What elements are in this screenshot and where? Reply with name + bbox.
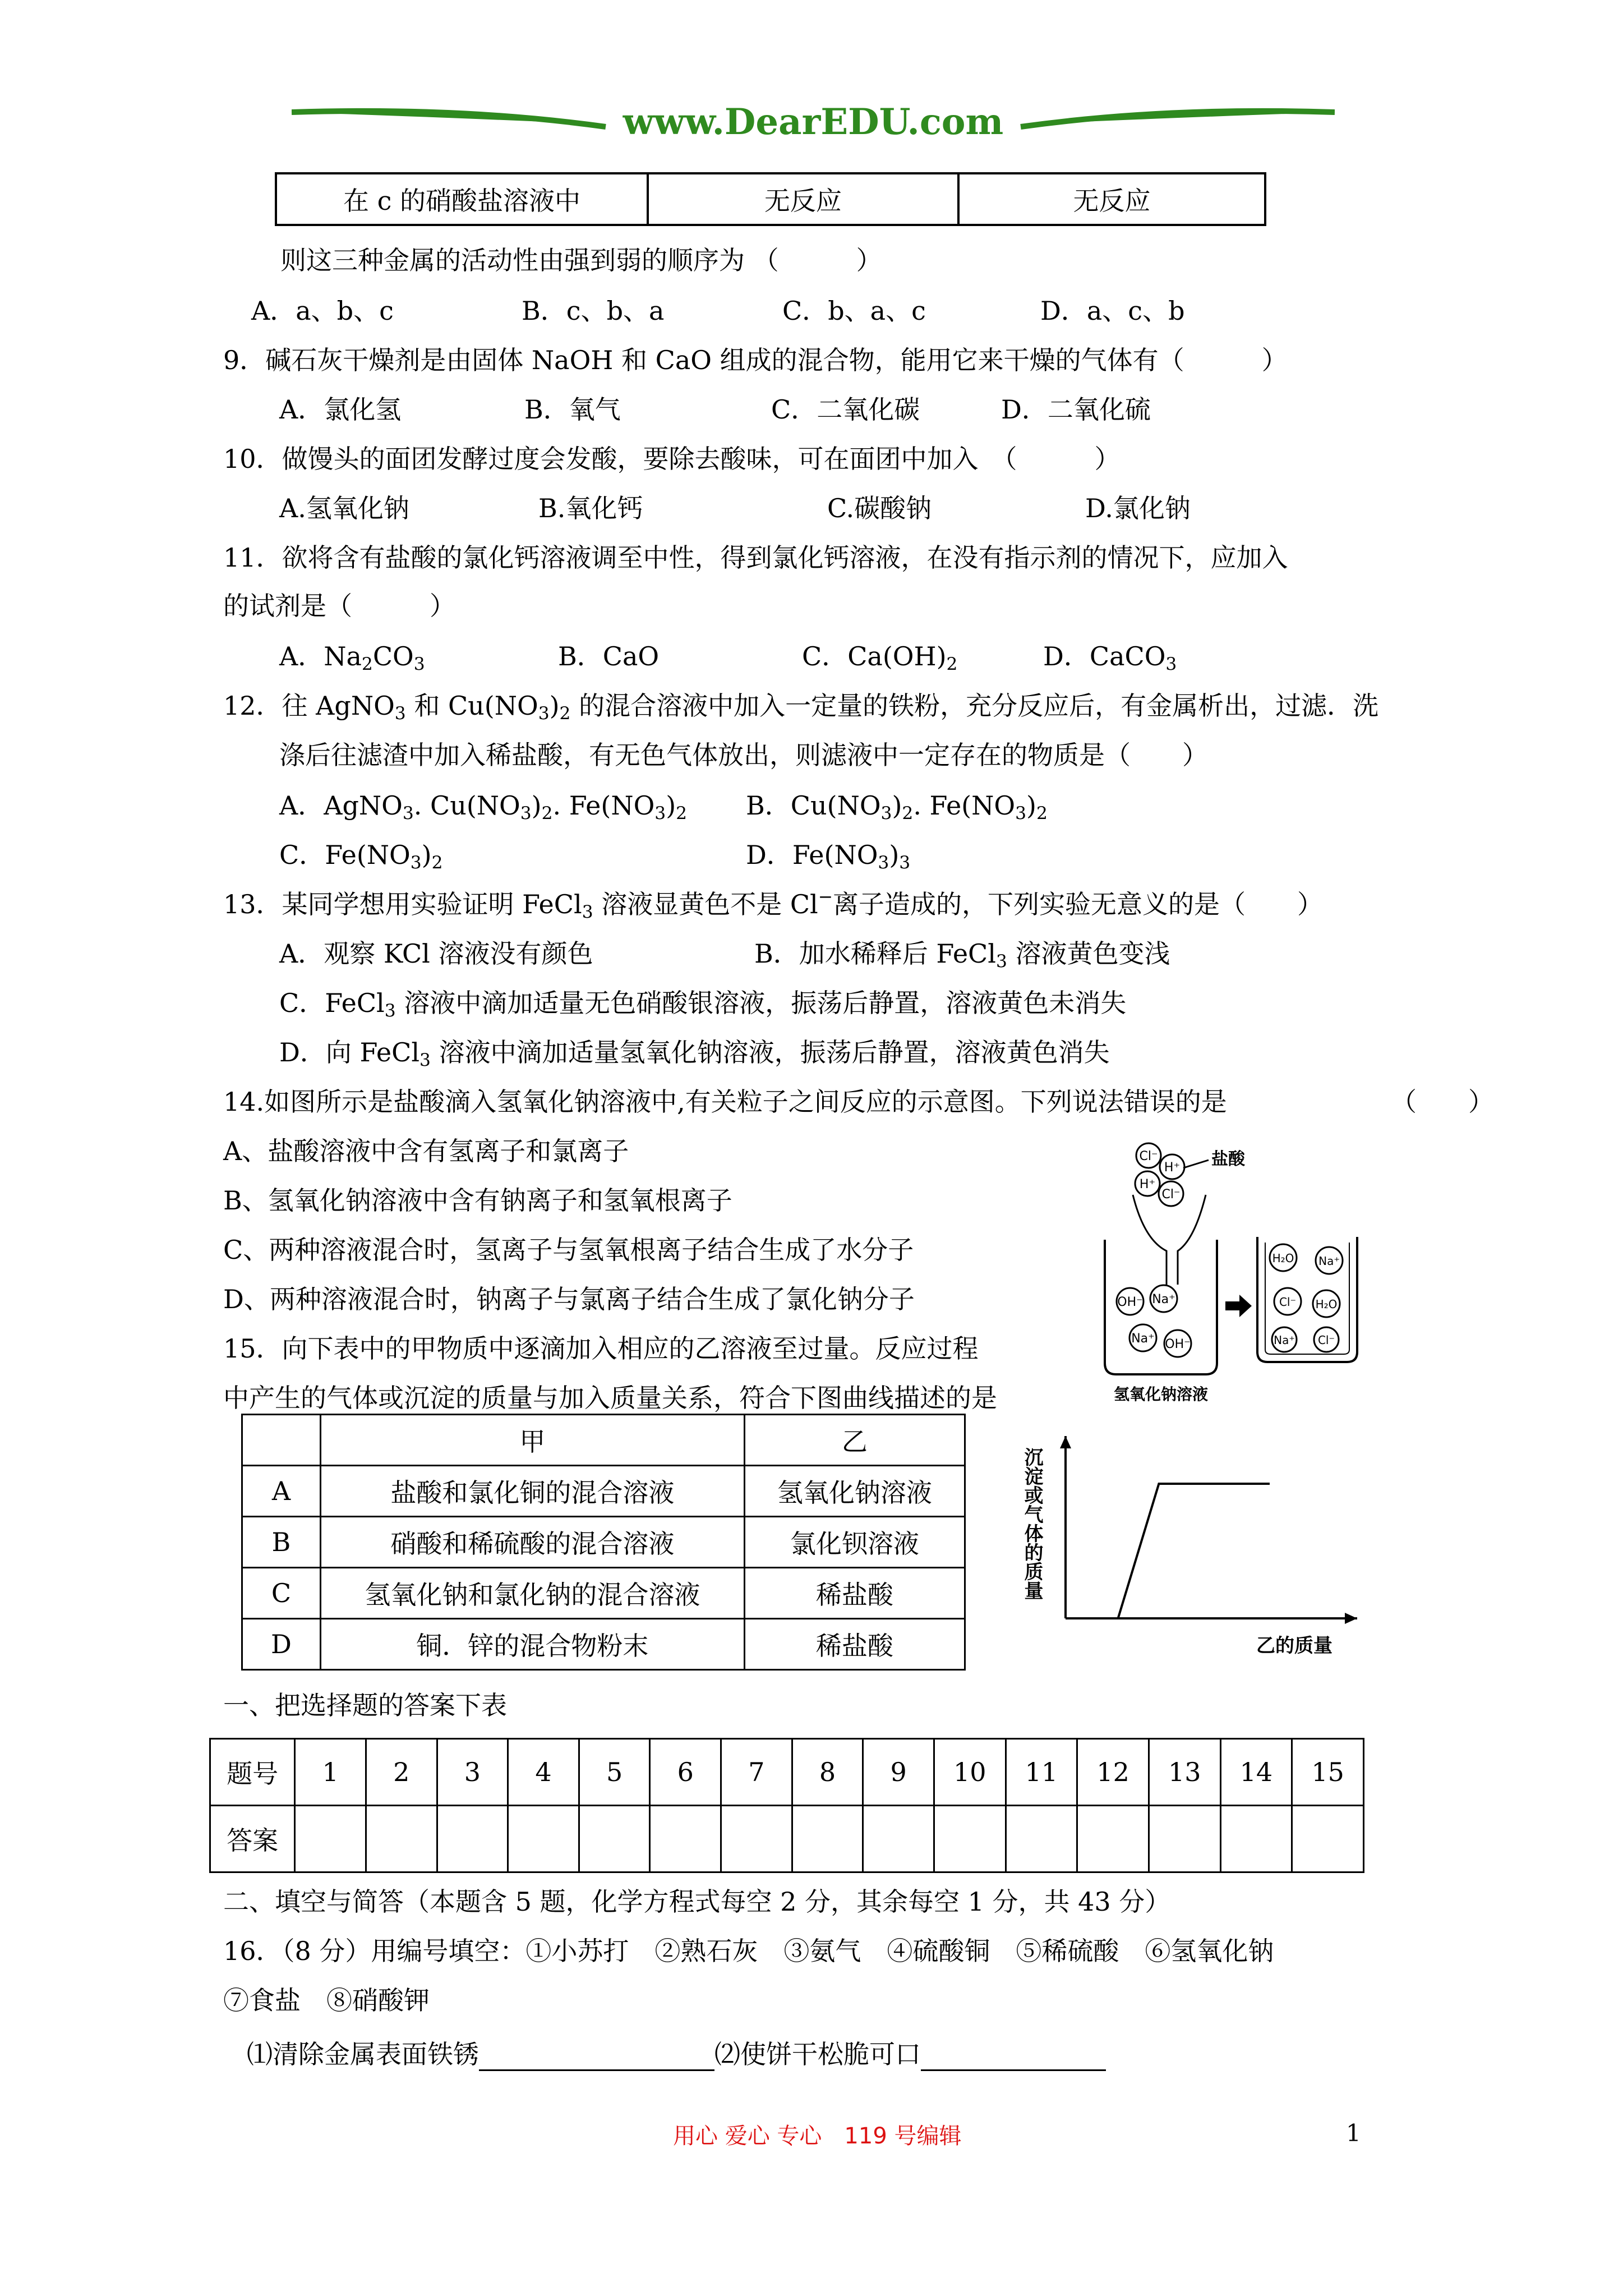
table-cell: 氢氧化钠和氯化钠的混合溶液 [320, 1568, 744, 1619]
table-cell: 盐酸和氯化铜的混合溶液 [320, 1466, 744, 1517]
base-ion [1117, 1288, 1144, 1315]
answer-cell[interactable] [579, 1806, 650, 1872]
q16-stem-line1: 16．（8 分）用编号填空：①小苏打 ②熟石灰 ③氨气 ④硫酸铜 ⑤稀硫酸 ⑥氢氧化钠 [223, 1936, 1274, 1966]
table-cell: 氯化钡溶液 [744, 1517, 965, 1568]
q15-stem-line2: 中产生的气体或沉淀的质量与加入质量关系，符合下图曲线描述的是 [223, 1383, 997, 1413]
dropper-right-wall [1178, 1195, 1206, 1285]
answer-cell[interactable] [508, 1806, 579, 1872]
q11-stem-line1: 11．欲将含有盐酸的氯化钙溶液调至中性，得到氯化钙溶液，在没有指示剂的情况下，应加入 [223, 542, 1288, 573]
reaction-arrow [1225, 1295, 1252, 1317]
base-ion [1129, 1324, 1156, 1351]
x-axis-arrow [1345, 1613, 1357, 1624]
svg-text:Cl⁻: Cl⁻ [1139, 1149, 1158, 1163]
q8-stem: 则这三种金属的活动性由强到弱的顺序为 （ ） [280, 245, 882, 275]
question-number-cell: 7 [721, 1739, 792, 1806]
q14-bracket: （ ） [1391, 1087, 1494, 1117]
acid-label-pointer [1183, 1160, 1209, 1168]
q11-option-c: C．$Ca(OH)_2$ [802, 641, 958, 674]
table-cell [242, 1415, 321, 1466]
acid-ion [1136, 1143, 1161, 1168]
q16-part1 [247, 2034, 1106, 2071]
answer-cell[interactable] [1077, 1806, 1149, 1872]
answer-cell[interactable] [650, 1806, 721, 1872]
table-header: 答案 [210, 1806, 295, 1872]
table-cell: 铜．锌的混合物粉末 [320, 1619, 744, 1670]
q14-option-b: B、氢氧化钠溶液中含有钠离子和氢氧根离子 [223, 1185, 732, 1216]
site-header [292, 90, 1335, 151]
question-number-cell: 14 [1220, 1739, 1292, 1806]
table-header: 乙 [744, 1415, 965, 1466]
table-row [210, 1739, 1364, 1806]
y-axis-arrow [1060, 1436, 1071, 1448]
answer-cell[interactable] [366, 1806, 437, 1872]
q13-option-d: D．向 FeCl$_3$ 溶液中滴加适量氢氧化钠溶液，振荡后静置，溶液黄色消失 [279, 1037, 1110, 1070]
table-cell: 无反应 [958, 173, 1265, 225]
table-cell: 氢氧化钠溶液 [744, 1466, 965, 1517]
table-header: 题号 [210, 1739, 295, 1806]
section2-title: 二、填空与简答（本题含 5 题，化学方程式每空 2 分，其余每空 1 分，共 43 分） [223, 1887, 1171, 1917]
q12-option-d: D．$Fe(NO_3)_3$ [746, 840, 911, 873]
q15-stem-line1: 15．向下表中的甲物质中逐滴加入相应的乙溶液至过量。反应过程 [223, 1333, 979, 1364]
table-row [242, 1619, 965, 1670]
question-number-cell: 12 [1077, 1739, 1149, 1806]
answer-cell[interactable] [934, 1806, 1006, 1872]
q9-option-c: C．二氧化碳 [771, 394, 920, 425]
q8-option-a: A．a、b、c [251, 296, 394, 326]
q11-option-d: D．CaCO$_3$ [1043, 641, 1177, 674]
q13-option-a: A．观察 KCl 溶液没有颜色 [279, 938, 593, 969]
svg-text:Na⁺: Na⁺ [1131, 1332, 1155, 1346]
product-particle [1314, 1327, 1339, 1352]
svg-text:H₂O: H₂O [1272, 1251, 1294, 1265]
acid-ion [1160, 1154, 1184, 1179]
q8-option-d: D．a、c、b [1040, 296, 1185, 326]
q9-option-b: B．氧气 [524, 394, 621, 425]
q14-option-d: D、两种溶液混合时，钠离子与氯离子结合生成了氯化钠分子 [223, 1284, 915, 1314]
product-particle [1272, 1327, 1297, 1352]
q13-option-c: C．FeCl$_3$ 溶液中滴加适量无色硝酸银溶液，振荡后静置，溶液黄色未消失 [279, 988, 1127, 1021]
table-row [242, 1568, 965, 1619]
q10-stem: 10．做馒头的面团发酵过度会发酸，要除去酸味，可在面团中加入 （ ） [223, 444, 1121, 474]
table-cell: 硝酸和稀硫酸的混合溶液 [320, 1517, 744, 1568]
section1-title: 一、把选择题的答案下表 [223, 1690, 507, 1720]
answer-cell[interactable] [792, 1806, 863, 1872]
question-number-cell: 13 [1149, 1739, 1220, 1806]
table-row [242, 1517, 965, 1568]
q14-option-c: C、两种溶液混合时，氢离子与氢氧根离子结合生成了水分子 [223, 1235, 914, 1265]
q9-stem: 9．碱石灰干燥剂是由固体 NaOH 和 CaO 组成的混合物，能用它来干燥的气体有（ ） [223, 345, 1288, 375]
table-cell: 在 c 的硝酸盐溶液中 [276, 173, 648, 225]
table-row [276, 173, 1265, 225]
svg-text:OH⁻: OH⁻ [1165, 1337, 1191, 1351]
answer-table [209, 1738, 1364, 1873]
q11-option-a: A．$Na_2CO_3$ [279, 641, 425, 674]
table-row [210, 1806, 1364, 1872]
product-particle [1270, 1244, 1297, 1271]
q13-stem: 13．某同学想用实验证明 FeCl$_3$ 溶液显黄色不是 Cl−离子造成的，下列实验无意义的是（ ） [223, 887, 1323, 922]
question-number-cell: 2 [366, 1739, 437, 1806]
q10-option-a: A.氢氧化钠 [279, 493, 409, 523]
product-particle [1316, 1247, 1343, 1274]
base-ion [1164, 1330, 1191, 1357]
table-row [242, 1415, 965, 1466]
answer-cell[interactable] [295, 1806, 366, 1872]
table-header: 甲 [320, 1415, 744, 1466]
question-number-cell: 11 [1006, 1739, 1077, 1806]
answer-cell[interactable] [1220, 1806, 1292, 1872]
question-number-cell: 15 [1292, 1739, 1364, 1806]
svg-text:Cl⁻: Cl⁻ [1161, 1188, 1181, 1202]
q12-stem-line2: 涤后往滤渣中加入稀盐酸，有无色气体放出，则滤液中一定存在的物质是（ ） [279, 740, 1208, 770]
svg-text:H⁺: H⁺ [1164, 1161, 1181, 1175]
question-number-cell: 4 [508, 1739, 579, 1806]
svg-text:OH⁻: OH⁻ [1117, 1295, 1143, 1309]
acid-label: 盐酸 [1211, 1149, 1245, 1169]
q16-part2-blank[interactable] [921, 2039, 1106, 2071]
series-line [1118, 1484, 1270, 1618]
svg-text:Cl⁻: Cl⁻ [1317, 1333, 1335, 1347]
question-number-cell: 3 [437, 1739, 508, 1806]
q16-stem-line2: ⑦食盐 ⑧硝酸钾 [223, 1985, 430, 2016]
answer-cell[interactable] [1149, 1806, 1220, 1872]
q16-part2-label: ⑵使饼干松脆可口 [714, 2039, 921, 2069]
table-cell: 无反应 [648, 173, 958, 225]
q9-option-d: D．二氧化硫 [1001, 394, 1151, 425]
answer-cell[interactable] [437, 1806, 508, 1872]
question-number-cell: 5 [579, 1739, 650, 1806]
q9-option-a: A．氯化氢 [279, 394, 402, 425]
q11-stem-line2: 的试剂是（ ） [223, 591, 455, 621]
table-cell: A [242, 1466, 321, 1517]
svg-text:Cl⁻: Cl⁻ [1279, 1295, 1297, 1309]
question-number-cell: 10 [934, 1739, 1006, 1806]
table-row [242, 1466, 965, 1517]
q8-option-c: C．b、a、c [782, 296, 926, 326]
table-cell: 稀盐酸 [744, 1619, 965, 1670]
q10-option-b: B.氧化钙 [538, 493, 643, 523]
base-label: 氢氧化钠溶液 [1113, 1385, 1209, 1404]
x-axis-label: 乙的质量 [1256, 1635, 1332, 1657]
answer-cell[interactable] [1006, 1806, 1077, 1872]
q16-part1-label: ⑴清除金属表面铁锈 [247, 2039, 479, 2069]
answer-cell[interactable] [1292, 1806, 1364, 1872]
acid-ion [1135, 1171, 1160, 1196]
product-particle [1313, 1290, 1340, 1317]
question-number-cell: 6 [650, 1739, 721, 1806]
base-ion [1150, 1285, 1177, 1312]
neutralization-diagram [1099, 1128, 1368, 1408]
dropper-left-wall [1133, 1195, 1166, 1285]
q11-option-b: B．CaO [558, 641, 660, 671]
q12-option-b: B．$Cu(NO_3)_2$. $Fe(NO_3)_2$ [746, 790, 1048, 823]
footer-text: 用心 爱心 专心 119 号编辑 [673, 2123, 962, 2149]
q13-option-b: B．加水稀释后 FeCl$_3$ 溶液黄色变浅 [754, 938, 1170, 972]
y-axis-label: 沉淀或气体的质量 [1021, 1447, 1043, 1600]
q14-stem: 14.如图所示是盐酸滴入氢氧化钠溶液中,有关粒子之间反应的示意图。下列说法错误的是 [223, 1087, 1227, 1117]
table-cell: C [242, 1568, 321, 1619]
mass-curve-chart [1009, 1425, 1380, 1672]
q15-table [241, 1414, 966, 1671]
q8-option-b: B．c、b、a [522, 296, 665, 326]
question-number-cell: 9 [863, 1739, 934, 1806]
acid-ion [1159, 1181, 1183, 1206]
answer-cell[interactable] [721, 1806, 792, 1872]
metal-reaction-table [275, 172, 1266, 226]
svg-text:Na⁺: Na⁺ [1152, 1292, 1175, 1306]
q14-option-a: A、盐酸溶液中含有氢离子和氯离子 [223, 1136, 629, 1166]
q12-option-c: C．$Fe(NO_3)_2$ [279, 840, 443, 873]
question-number-cell: 1 [295, 1739, 366, 1806]
svg-text:Na⁺: Na⁺ [1274, 1333, 1295, 1347]
q10-option-c: C.碳酸钠 [827, 493, 932, 523]
page-number: 1 [1346, 2119, 1361, 2147]
table-cell: 稀盐酸 [744, 1568, 965, 1619]
q16-part1-blank[interactable] [479, 2039, 714, 2071]
svg-text:Na⁺: Na⁺ [1318, 1254, 1340, 1268]
q12-stem-line1: 12．往 AgNO$_3$ 和 $Cu(NO_3)_2$ 的混合溶液中加入一定量的铁粉，充分反应后，有金属析出，过滤．洗 [223, 691, 1379, 724]
q12-option-a: A．AgNO$_3$. $Cu(NO_3)_2$. $Fe(NO_3)_2$ [279, 790, 688, 823]
site-logo-text: www.DearEDU.com [623, 101, 1004, 143]
table-cell: B [242, 1517, 321, 1568]
answer-cell[interactable] [863, 1806, 934, 1872]
product-particle [1274, 1288, 1301, 1315]
svg-text:H₂O: H₂O [1315, 1297, 1338, 1311]
q10-option-d: D.氯化钠 [1085, 493, 1191, 523]
question-number-cell: 8 [792, 1739, 863, 1806]
table-cell: D [242, 1619, 321, 1670]
svg-text:H⁺: H⁺ [1139, 1177, 1156, 1191]
